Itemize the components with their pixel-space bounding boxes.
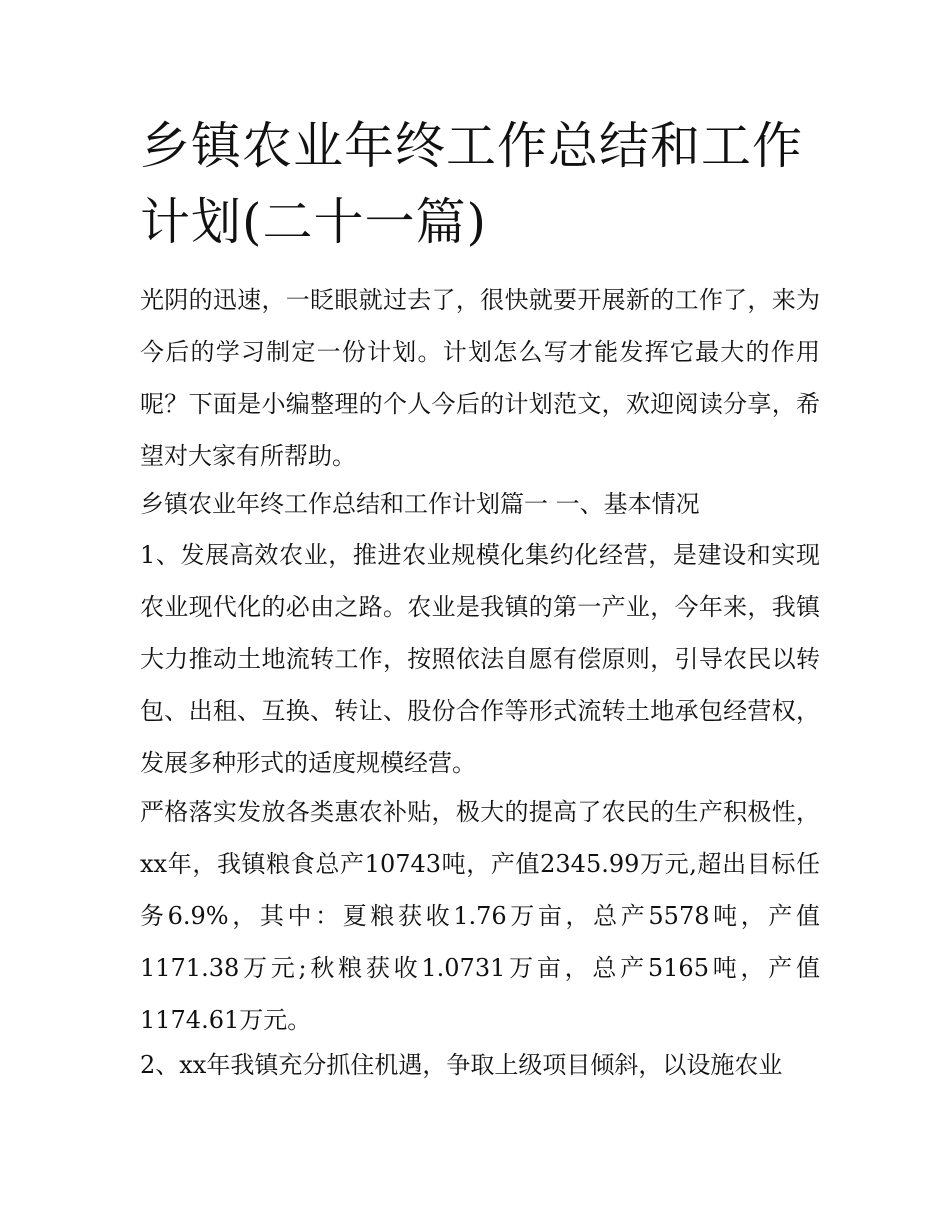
paragraph-item-1: 1、发展高效农业，推进农业规模化集约化经营，是建设和实现农业现代化的必由之路。农业是我镇的第一产业，今年来，我镇大力推动土地流转工作，按照依法自愿有偿原则，引导农民以转包、出租、互换、转让、股份合作等形式流转土地承包经营权，发展多种形式的适度规模经营。 — [140, 541, 820, 777]
intro-paragraph: 光阴的迅速，一眨眼就过去了，很快就要开展新的工作了，来为今后的学习制定一份计划。计划怎么写才能发挥它最大的作用呢？下面是小编整理的个人今后的计划范文，欢迎阅读分享，希望对大家有所帮助。 — [140, 286, 820, 470]
section-heading: 乡镇农业年终工作总结和工作计划篇一 一、基本情况 — [140, 490, 700, 518]
document-title: 乡镇农业年终工作总结和工作计划(二十一篇) — [140, 117, 803, 251]
paragraph-item-2: 2、xx年我镇充分抓住机遇，争取上级项目倾斜，以设施农业 — [140, 1051, 783, 1079]
paragraph-subsidy: 严格落实发放各类惠农补贴，极大的提高了农民的生产积极性，xx年，我镇粮食总产10743吨，产值2345.99万元,超出目标任务6.9%，其中：夏粮获收1.76万亩，总产5578吨，产值1171.38万元;秋粮获收1.0731万亩，总产5165吨，产值1174.61万元。 — [140, 798, 820, 1034]
